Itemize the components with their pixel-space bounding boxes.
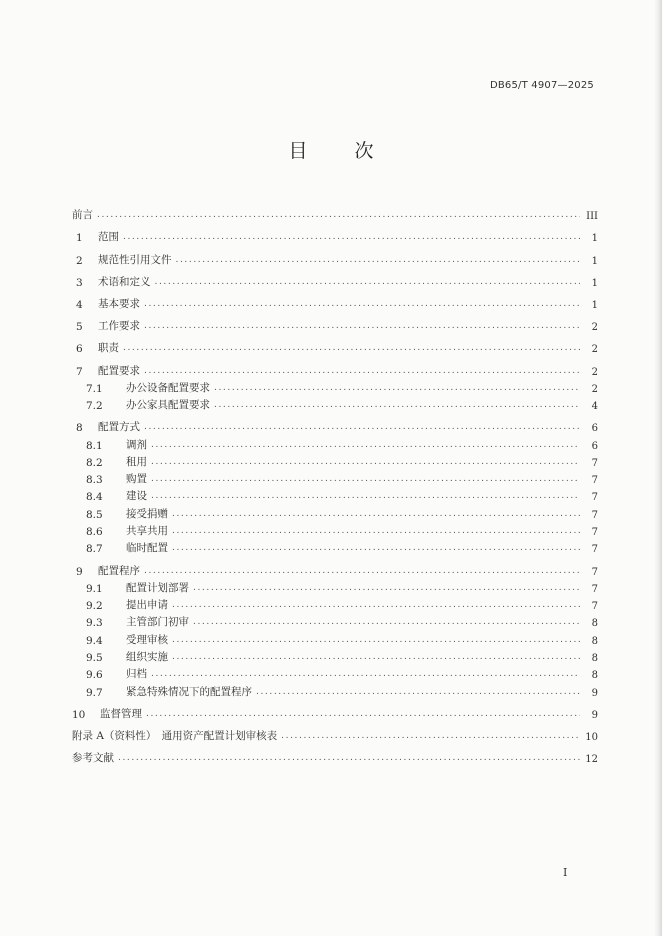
toc-entry-page: 2 [591, 322, 598, 334]
toc-entry-label: 前言 [72, 209, 93, 222]
toc-entry[interactable] [72, 538, 598, 555]
toc-entry-number: 7.2 [86, 400, 103, 413]
toc-entry-number: 9.4 [86, 634, 103, 647]
toc-dot-leader [123, 343, 580, 353]
toc-entry-label: 共享共用 [126, 525, 168, 538]
toc-entry-number: 5 [76, 321, 83, 334]
toc-entry-page: 1 [591, 277, 598, 289]
toc-entry-number: 9 [76, 565, 83, 578]
toc-entry[interactable] [72, 222, 598, 244]
toc-entry-number: 8.6 [86, 526, 103, 539]
toc-entry-label: 监督管理 [100, 707, 142, 720]
toc-dot-leader [151, 457, 580, 467]
toc-dot-leader [172, 526, 580, 536]
toc-entry-page: 12 [585, 754, 598, 766]
toc-entry[interactable] [72, 503, 598, 520]
toc-entry-label: 职责 [98, 342, 119, 355]
toc-dot-leader [97, 210, 580, 220]
toc-entry-label: 参考文献 [72, 752, 114, 765]
toc-entry-number: 3 [76, 276, 83, 289]
toc-entry-page: 1 [591, 255, 598, 267]
toc-entry-label: 配置方式 [98, 421, 140, 434]
toc-entry-label: 受理审核 [126, 633, 168, 646]
toc-dot-leader [172, 543, 580, 553]
toc-entry-page: 7 [591, 544, 598, 556]
toc-entry-label: 紧急特殊情况下的配置程序 [126, 685, 252, 698]
toc-entry[interactable] [72, 395, 598, 412]
toc-entry-page: 7 [591, 566, 598, 578]
toc-entry-page: 1 [591, 233, 598, 245]
toc-entry-label: 临时配置 [126, 542, 168, 555]
toc-dot-leader [176, 255, 581, 265]
toc-entry-label: 规范性引用文件 [98, 253, 172, 266]
toc-dot-leader [214, 400, 580, 410]
toc-dot-leader [144, 321, 580, 331]
toc-entry-label: 调剂 [126, 438, 147, 451]
toc-entry-number: 8.3 [86, 474, 103, 487]
toc-entry[interactable] [72, 333, 598, 355]
toc-entry[interactable] [72, 486, 598, 503]
toc-entry-number: 9.6 [86, 669, 103, 682]
page-number: I [563, 866, 568, 879]
toc-entry[interactable] [72, 647, 598, 664]
toc-entry[interactable] [72, 311, 598, 333]
toc-dot-leader [144, 299, 580, 309]
toc-entry-number: 9.7 [86, 686, 103, 699]
toc-entry[interactable] [72, 521, 598, 538]
toc-dot-leader [146, 709, 580, 719]
toc-entry-number: 9.1 [86, 582, 103, 595]
toc-entry-label: 配置要求 [98, 364, 140, 377]
toc-entry[interactable] [72, 289, 598, 311]
toc-entry-page: 8 [591, 618, 598, 630]
toc-entry-number: 1 [76, 232, 83, 245]
toc-entry-number: 8.2 [86, 456, 103, 469]
toc-dot-leader [172, 509, 580, 519]
toc-entry[interactable] [72, 743, 598, 765]
toc-dot-leader [172, 600, 580, 610]
toc-entry[interactable] [72, 244, 598, 266]
toc-entry[interactable] [72, 555, 598, 577]
toc-entry-label: 基本要求 [98, 297, 140, 310]
toc-entry-page: 8 [591, 635, 598, 647]
toc-entry-label: 归档 [126, 668, 147, 681]
toc-entry-number: 10 [72, 708, 86, 721]
toc-dot-leader [172, 635, 580, 645]
toc-entry-page: 7 [591, 492, 598, 504]
toc-entry-page: 2 [591, 344, 598, 356]
toc-entry-page: 7 [591, 457, 598, 469]
toc-entry-page: 6 [591, 440, 598, 452]
toc-entry-number: 8.1 [86, 439, 103, 452]
toc-dot-leader [144, 422, 580, 432]
toc-entry-number: 9.3 [86, 617, 103, 630]
page-title: 目 次 [288, 140, 388, 162]
toc-entry[interactable] [72, 355, 598, 377]
toc-entry-label: 配置程序 [98, 564, 140, 577]
toc-entry-page: 9 [591, 709, 598, 721]
toc-entry[interactable] [72, 578, 598, 595]
toc-entry[interactable] [72, 452, 598, 469]
toc-entry-number: 9.5 [86, 652, 103, 665]
toc-entry-number: 7 [76, 365, 83, 378]
toc-entry[interactable] [72, 629, 598, 646]
toc-dot-leader [151, 474, 580, 484]
toc-entry[interactable] [72, 595, 598, 612]
toc-dot-leader [256, 687, 580, 697]
toc-dot-leader [151, 440, 580, 450]
scan-shadow-edge [654, 0, 662, 936]
toc-entry-number: 8.5 [86, 508, 103, 521]
toc-entry-label: 购置 [126, 473, 147, 486]
toc-entry-page: 6 [591, 423, 598, 435]
toc-entry-page: 9 [591, 687, 598, 699]
toc-dot-leader [151, 491, 580, 501]
toc-entry-number: 8 [76, 422, 83, 435]
toc-entry-page: 8 [591, 670, 598, 682]
toc-entry[interactable] [72, 664, 598, 681]
toc-entry[interactable] [72, 699, 598, 721]
toc-entry-number: 6 [76, 343, 83, 356]
toc-entry[interactable] [72, 612, 598, 629]
toc-entry-number: 8.4 [86, 491, 103, 504]
toc-entry-label: 办公设备配置要求 [126, 381, 210, 394]
toc-dot-leader [118, 753, 580, 763]
toc-entry-label: 提出申请 [126, 599, 168, 612]
toc-dot-leader [123, 232, 580, 242]
toc-entry-label: 主管部门初审 [126, 616, 189, 629]
toc-entry-number: 9.2 [86, 600, 103, 613]
toc-dot-leader [155, 277, 581, 287]
toc-entry-page: 2 [591, 383, 598, 395]
toc-entry-number: 8.7 [86, 543, 103, 556]
toc-dot-leader [172, 652, 580, 662]
toc-entry-label: 办公家具配置要求 [126, 399, 210, 412]
toc-dot-leader [193, 583, 580, 593]
toc-entry-page: 2 [591, 366, 598, 378]
toc-entry-label: 术语和定义 [98, 275, 151, 288]
toc-dot-leader [144, 366, 580, 376]
toc-entry-number: 4 [76, 298, 83, 311]
toc-entry[interactable] [72, 412, 598, 434]
toc-entry-page: III [586, 211, 598, 223]
toc-dot-leader [144, 566, 580, 576]
toc-entry-page: 1 [591, 299, 598, 311]
toc-entry-page: 7 [591, 583, 598, 595]
toc-dot-leader [214, 383, 580, 393]
toc-entry[interactable] [72, 434, 598, 451]
toc-entry-label: 附录 A（资料性） 通用资产配置计划审核表 [72, 730, 278, 742]
toc-entry-label: 接受捐赠 [126, 507, 168, 520]
toc-entry-number: 2 [76, 254, 83, 267]
toc-entry[interactable] [72, 200, 598, 222]
toc-entry[interactable] [72, 378, 598, 395]
toc-entry-page: 10 [585, 732, 598, 743]
toc-entry[interactable] [72, 721, 598, 743]
toc-entry-page: 7 [591, 509, 598, 521]
toc-entry-label: 组织实施 [126, 651, 168, 664]
toc-dot-leader [151, 669, 580, 679]
toc-entry[interactable] [72, 469, 598, 486]
toc-entry[interactable] [72, 681, 598, 698]
document-code: DB65/T 4907—2025 [489, 80, 594, 91]
table-of-contents [72, 200, 598, 765]
toc-dot-leader [281, 731, 580, 741]
toc-entry-label: 建设 [126, 490, 147, 503]
toc-dot-leader [193, 617, 580, 627]
toc-entry-label: 配置计划部署 [126, 581, 189, 594]
toc-entry-page: 7 [591, 475, 598, 487]
toc-entry-label: 租用 [126, 455, 147, 468]
toc-entry[interactable] [72, 267, 598, 289]
toc-entry-page: 8 [591, 653, 598, 665]
toc-entry-page: 4 [591, 401, 598, 413]
toc-entry-label: 范围 [98, 231, 119, 244]
toc-entry-number: 7.1 [86, 382, 103, 395]
toc-entry-label: 工作要求 [98, 320, 140, 333]
toc-entry-page: 7 [591, 601, 598, 613]
toc-entry-page: 7 [591, 527, 598, 539]
